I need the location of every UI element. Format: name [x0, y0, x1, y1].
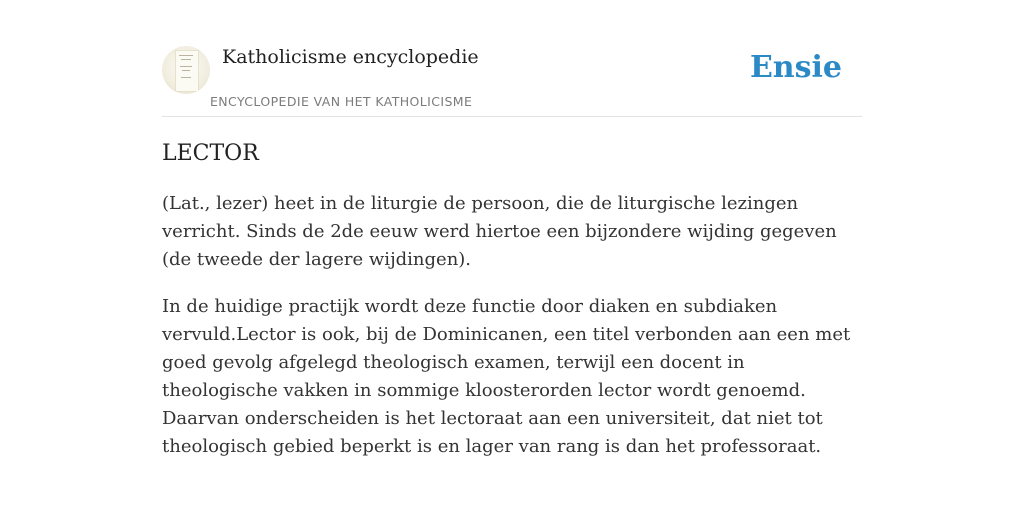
book-text-line: [179, 55, 193, 56]
book-text-line: [181, 77, 191, 78]
book-page: [175, 50, 199, 92]
site-header: [162, 40, 862, 117]
book-text-line: [181, 59, 191, 60]
article-title: LECTOR: [162, 141, 259, 166]
book-cover-icon[interactable]: [162, 46, 210, 94]
site-subtitle: ENCYCLOPEDIE VAN HET KATHOLICISME: [210, 94, 473, 109]
article: [162, 138, 862, 480]
brand-logo-link[interactable]: Ensie: [749, 50, 842, 85]
book-text-line: [180, 66, 192, 67]
site-title[interactable]: Katholicisme encyclopedie: [222, 46, 479, 68]
book-text-line: [182, 70, 190, 71]
article-paragraph: In de huidige practijk wordt deze functie door diaken en subdiaken vervuld.Lector is ook, bij de Dominicanen, een titel verbonden aan een met goed gevolg afgelegd theologisch examen, terwijl een docent in theologische vakken in sommige kloosterorden lector wordt genoemd. Daarvan onderscheiden is het lectoraat aan een universiteit, dat niet tot theologisch gebied beperkt is en lager van rang is dan het professoraat.: [162, 296, 851, 457]
article-paragraph: (Lat., lezer) heet in de liturgie de persoon, die de liturgische lezingen verricht. Sinds de 2de eeuw werd hiertoe een bijzondere wijding gegeven (de tweede der lagere wijdingen).: [162, 193, 837, 270]
